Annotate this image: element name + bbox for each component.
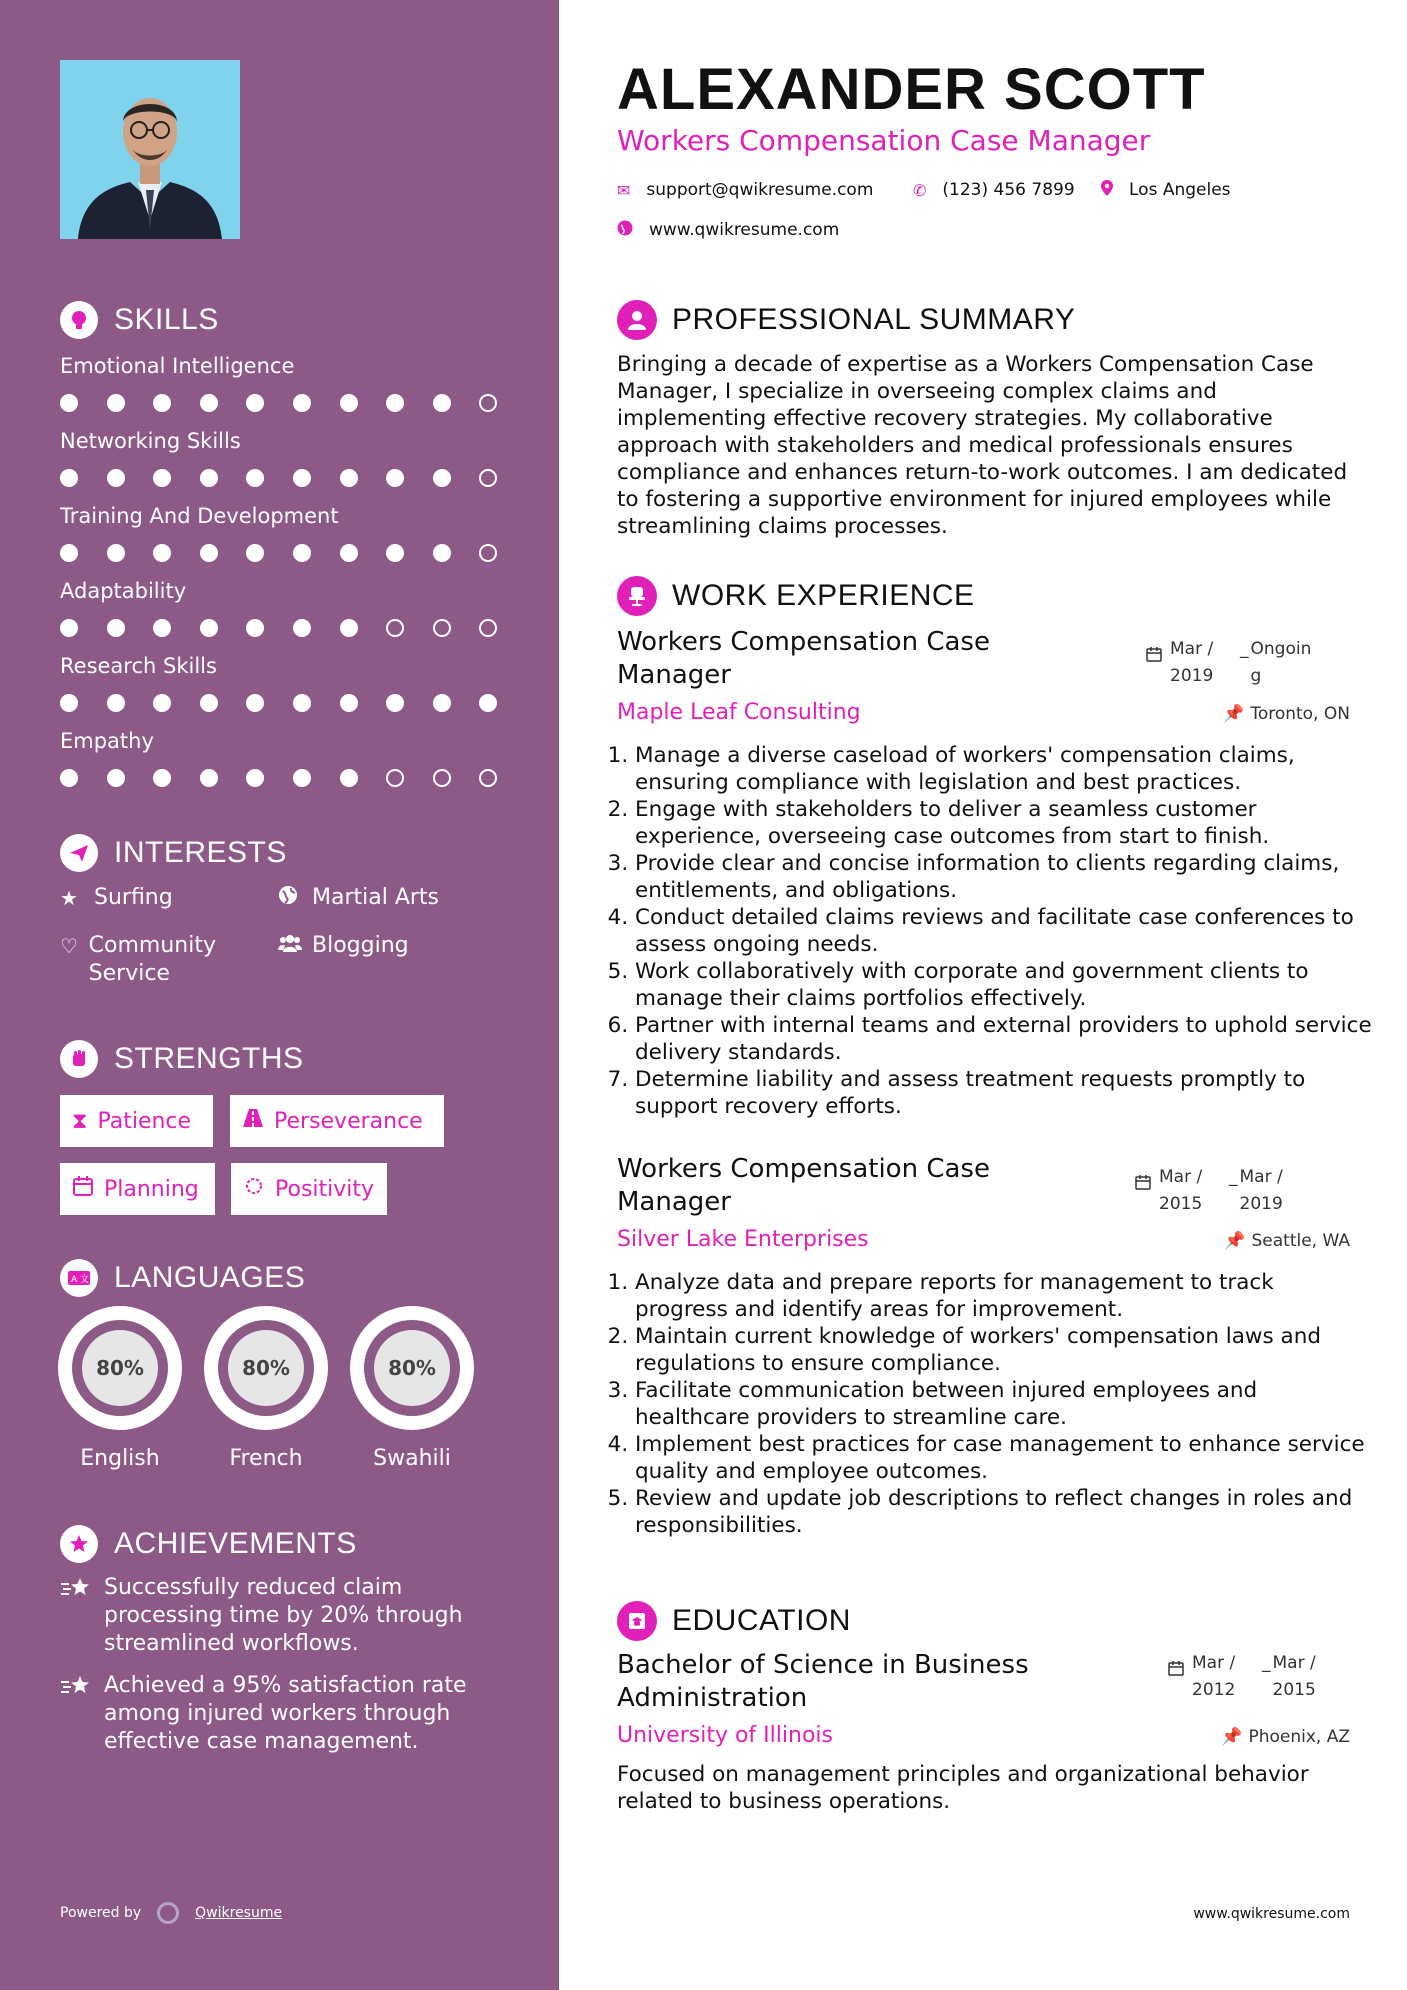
rating-dot-filled [293,769,311,787]
education-description: Focused on management principles and organizational behavior related to business operations. [617,1762,1309,1814]
school-name: University of Illinois [617,1723,833,1748]
rating-dot-filled [293,694,311,712]
location-text: Toronto, ON [1250,704,1350,724]
achievement-text: Successfully reduced claim processing time by 20% through streamlined workflows. [104,1575,463,1656]
road-icon [242,1108,264,1134]
rating-dot-empty [479,769,497,787]
end-date: Mar / 2019 [1239,1167,1283,1214]
rating-dot-filled [386,694,404,712]
duty-item: 1. Manage a diverse caseload of workers' compensation claims, ensuring compliance with legislation and best practices. [635,742,1373,796]
skill-rating [60,467,520,489]
duty-item: 3. Facilitate communication between injured employees and healthcare providers to streamline care. [635,1377,1373,1431]
experience-title: WORK EXPERIENCE [672,579,975,612]
rating-dot-filled [433,544,451,562]
language-item [350,1306,474,1471]
strength-label: Perseverance [274,1108,423,1134]
company-name: Silver Lake Enterprises [617,1227,869,1252]
globe-icon [617,220,633,240]
language-percent: 80% [228,1330,304,1406]
rating-dot-filled [293,544,311,562]
interest-label: Surfing [94,885,173,910]
lightbulb-icon [60,301,98,339]
skill-rating [60,617,520,639]
rating-dot-filled [60,694,78,712]
date-separator: _ [1229,1167,1238,1187]
experience-heading [617,574,975,618]
location-text: Phoenix, AZ [1248,1727,1350,1747]
language-ring [204,1306,328,1430]
date-separator: _ [1262,1653,1271,1673]
globe-icon [278,884,304,912]
skill-rating [60,692,520,714]
skill-name: Training And Development [60,504,339,528]
rating-dot-filled [153,394,171,412]
contact-email [617,180,873,200]
location-text: Seattle, WA [1251,1231,1350,1251]
rating-dot-empty [479,469,497,487]
skill-rating [60,767,520,789]
interests-title: INTERESTS [114,836,287,869]
duty-item: 4. Implement best practices for case management to enhance service quality and employee outcomes. [635,1431,1373,1485]
start-date: Mar / 2015 [1159,1167,1203,1214]
strength-label: Planning [104,1176,199,1202]
location-text: Los Angeles [1129,180,1231,200]
rating-dot-filled [60,619,78,637]
pushpin-icon: 📌 [1221,1727,1243,1747]
rating-dot-filled [200,394,218,412]
rating-dot-empty [433,619,451,637]
qwikresume-logo-icon [157,1902,179,1924]
rating-dot-filled [60,394,78,412]
rating-dot-filled [153,694,171,712]
language-name: Swahili [373,1446,451,1471]
rating-dot-filled [200,619,218,637]
skill-rating [60,392,520,414]
language-ring [350,1306,474,1430]
profile-photo [60,60,240,239]
achievement-text: Achieved a 95% satisfaction rate among injured workers through effective case management. [104,1673,467,1754]
sun-icon [243,1175,265,1203]
rating-dot-filled [200,694,218,712]
interests-heading [60,833,287,873]
job-location [1223,704,1350,724]
strength-badge [60,1095,213,1147]
skill-item [60,427,520,489]
end-date: Mar / 2015 [1272,1653,1316,1700]
rating-dot-filled [246,544,264,562]
rating-dot-filled [60,544,78,562]
duty-item: 2. Maintain current knowledge of workers' compensation laws and regulations to ensure compliance. [635,1323,1373,1377]
degree-title: Bachelor of Science in Business Administration [617,1650,1029,1713]
language-percent: 80% [82,1330,158,1406]
pushpin-icon: 📌 [1224,1231,1246,1251]
rating-dot-filled [479,694,497,712]
interest-label: Martial Arts [312,885,440,910]
achievements-heading [60,1524,357,1564]
rating-dot-empty [479,619,497,637]
rating-dot-filled [340,469,358,487]
education-dates [1168,1650,1343,1704]
users-icon [278,932,304,960]
end-date: Ongoin g [1250,639,1312,686]
achievement-item [60,1574,500,1658]
start-date: Mar / 2019 [1170,639,1214,686]
rating-dot-filled [200,469,218,487]
languages-title: LANGUAGES [114,1261,306,1294]
rating-dot-filled [340,769,358,787]
interest-label: Blogging [312,933,409,958]
languages-heading [60,1258,305,1298]
sidebar [0,0,559,1990]
rating-dot-filled [200,544,218,562]
rating-dot-filled [153,769,171,787]
powered-by-label: Powered by [60,1905,142,1921]
language-ring [58,1306,182,1430]
strength-label: Patience [97,1108,192,1134]
duty-item: 6. Partner with internal teams and external providers to uphold service delivery standards. [635,1012,1373,1066]
strength-label: Positivity [275,1176,375,1202]
language-name: English [80,1446,160,1471]
rating-dot-filled [340,694,358,712]
chair-icon [617,576,657,616]
rating-dot-filled [107,619,125,637]
medal-icon [60,1525,98,1563]
rating-dot-filled [433,469,451,487]
skill-item [60,577,520,639]
skill-name: Research Skills [60,654,217,678]
paper-plane-icon [60,834,98,872]
job-dates [1146,636,1321,690]
duty-item: 2. Engage with stakeholders to deliver a seamless customer experience, overseeing case outcomes from start to finish. [635,796,1373,850]
candidate-name: ALEXANDER SCOTT [617,57,1206,122]
footer-url[interactable]: www.qwikresume.com [1193,1906,1350,1922]
job-duties [617,1269,1373,1539]
education-heading [617,1599,851,1643]
achievement-item [60,1672,500,1756]
pushpin-icon: 📌 [1223,704,1245,724]
rating-dot-filled [246,394,264,412]
skill-name: Empathy [60,729,154,753]
rating-dot-filled [246,619,264,637]
interest-item [278,932,409,960]
rating-dot-filled [153,619,171,637]
rating-dot-filled [340,619,358,637]
summary-title: PROFESSIONAL SUMMARY [672,303,1076,336]
job-title: Workers Compensation Case Manager [617,627,990,690]
duty-item: 4. Conduct detailed claims reviews and facilitate case conferences to assess ongoing needs. [635,904,1373,958]
heart-outline-icon: ♡ [60,934,78,958]
start-date: Mar / 2012 [1192,1653,1236,1700]
map-pin-icon [1101,180,1113,200]
calendar-icon [1135,1171,1151,1198]
rating-dot-filled [60,769,78,787]
rating-dot-filled [107,469,125,487]
strengths-title: STRENGTHS [114,1042,304,1075]
contact-location [1101,180,1231,200]
company-name: Maple Leaf Consulting [617,700,861,725]
strength-badge [230,1095,444,1147]
rating-dot-filled [60,469,78,487]
hourglass-icon: ⧗ [72,1108,88,1134]
language-icon [60,1259,98,1297]
fist-icon [60,1040,98,1078]
skill-name: Networking Skills [60,429,241,453]
skill-rating [60,542,520,564]
skills-title: SKILLS [114,303,219,336]
rating-dot-filled [386,469,404,487]
calendar-icon [72,1175,94,1203]
svg-text:A: A [71,1275,78,1285]
graduation-cap-icon [617,1601,657,1641]
language-item [204,1306,328,1471]
rating-dot-filled [246,769,264,787]
rating-dot-filled [293,619,311,637]
rating-dot-filled [386,544,404,562]
rating-dot-filled [153,544,171,562]
rating-dot-empty [479,394,497,412]
job-location [1224,1231,1350,1251]
star-icon: ★ [60,886,78,910]
rating-dot-filled [200,769,218,787]
rating-dot-empty [479,544,497,562]
summary-heading [617,298,1075,342]
strengths-heading [60,1039,304,1079]
brand-link[interactable]: Qwikresume [195,1905,283,1921]
duty-item: 5. Review and update job descriptions to reflect changes in roles and responsibilities. [635,1485,1373,1539]
candidate-role: Workers Compensation Case Manager [617,124,1151,157]
rating-dot-filled [153,469,171,487]
strength-badge [231,1163,387,1215]
education-location [1221,1727,1350,1747]
job-title: Workers Compensation Case Manager [617,1154,990,1217]
rating-dot-filled [107,694,125,712]
language-item [58,1306,182,1471]
duty-item: 1. Analyze data and prepare reports for management to track progress and identify areas for improvement. [635,1269,1373,1323]
calendar-icon [1146,643,1162,670]
skill-name: Emotional Intelligence [60,354,295,378]
rating-dot-filled [107,394,125,412]
achievements-title: ACHIEVEMENTS [114,1527,357,1560]
rating-dot-filled [433,394,451,412]
email-text[interactable]: support@qwikresume.com [646,180,874,200]
skill-item [60,727,520,789]
duty-item: 5. Work collaboratively with corporate and government clients to manage their claims portfolios effectively. [635,958,1373,1012]
svg-text:文: 文 [80,1275,90,1285]
profile-photo-image [60,60,240,239]
interest-label: Community Service [88,933,216,986]
interest-item [60,932,260,988]
job-dates [1135,1164,1310,1218]
skill-name: Adaptability [60,579,187,603]
rating-dot-filled [293,394,311,412]
rating-dot-filled [107,544,125,562]
interest-item [278,884,439,912]
rating-dot-filled [340,544,358,562]
rating-dot-empty [386,619,404,637]
powered-by [60,1902,282,1924]
envelope-icon: ✉ [617,180,631,200]
duty-item: 7. Determine liability and assess treatment requests promptly to support recovery efforts. [635,1066,1373,1120]
rating-dot-filled [107,769,125,787]
skill-item [60,352,520,414]
phone-icon: ✆ [913,180,927,200]
interest-item [60,884,173,912]
rating-dot-filled [386,394,404,412]
language-name: French [229,1446,303,1471]
rating-dot-filled [433,694,451,712]
job-duties [617,742,1373,1120]
user-icon [617,300,657,340]
shooting-star-icon [60,1574,104,1658]
calendar-icon [1168,1657,1184,1684]
rating-dot-filled [340,394,358,412]
skill-item [60,652,520,714]
education-title: EDUCATION [672,1604,851,1637]
skills-heading [60,300,219,340]
contact-phone [913,180,1075,200]
phone-text: (123) 456 7899 [942,180,1075,200]
skill-item [60,502,520,564]
rating-dot-filled [246,469,264,487]
rating-dot-empty [386,769,404,787]
date-separator: _ [1240,639,1249,659]
contact-website [617,220,839,240]
summary-text: Bringing a decade of expertise as a Workers Compensation Case Manager, I specialize in overseeing complex claims and implementing effective recovery strategies. My collaborative approach with stakeholders and medical professionals ensures compliance and enhances return-to-work outcomes. I am dedicated to fostering a supportive environment for injured employees while streamlining claims processes. [617,352,1348,539]
rating-dot-empty [433,769,451,787]
rating-dot-filled [293,469,311,487]
rating-dot-filled [246,694,264,712]
shooting-star-icon [60,1672,104,1756]
language-percent: 80% [374,1330,450,1406]
website-text[interactable]: www.qwikresume.com [649,220,840,240]
duty-item: 3. Provide clear and concise information to clients regarding claims, entitlements, and obligations. [635,850,1373,904]
strength-badge [60,1163,215,1215]
